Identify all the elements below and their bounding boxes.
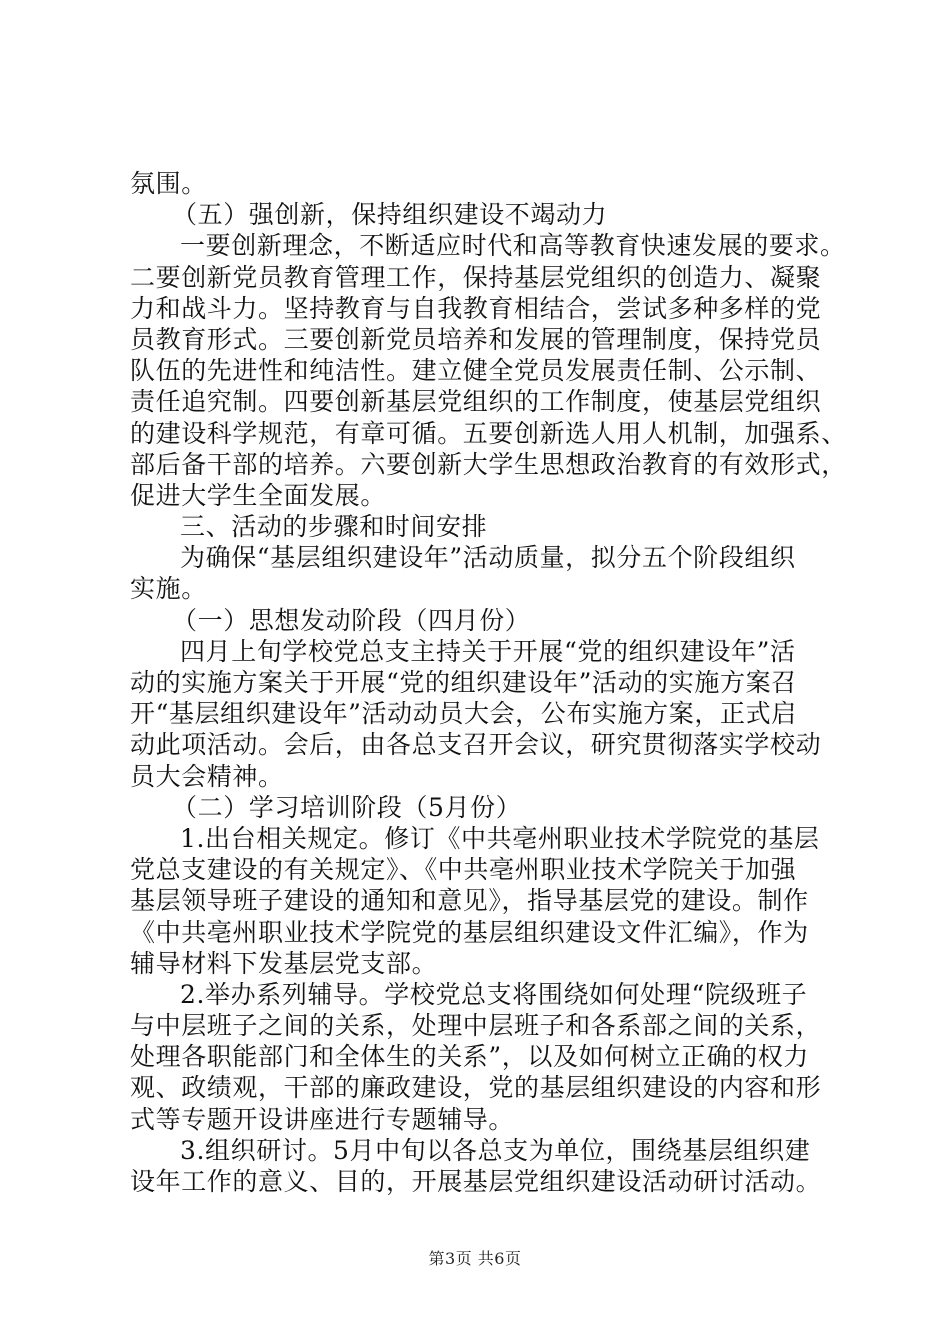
text-line: 式等专题开设讲座进行专题辅导。 — [130, 1104, 515, 1134]
text-line: 员教育形式。三要创新党员培养和发展的管理制度，保持党员 — [130, 324, 822, 354]
text-line: 动的实施方案关于开展“党的组织建设年”活动的实施方案召 — [130, 668, 797, 697]
text-line: 与中层班子之间的关系，处理中层班子和各系部之间的关系， — [130, 1011, 822, 1041]
text-line: 开“基层组织建设年”活动动员大会，公布实施方案，正式启 — [130, 699, 797, 729]
text-line: 为确保“基层组织建设年”活动质量，拟分五个阶段组织 — [180, 543, 796, 573]
text-line: 氛围。 — [130, 169, 207, 198]
section-heading: （五）强创新，保持组织建设不竭动力 — [172, 200, 608, 230]
text-line: 促进大学生全面发展。 — [130, 480, 387, 510]
text-line: 队伍的先进性和纯洁性。建立健全党员发展责任制、公示制、 — [130, 356, 822, 386]
text-line: 1.出台相关规定。修订《中共亳州职业技术学院党的基层 — [180, 823, 820, 853]
section-heading: （二）学习培训阶段（5月份） — [172, 792, 522, 822]
text-line: 一要创新理念，不断适应时代和高等教育快速发展的要求。 — [180, 231, 846, 261]
text-line: 基层领导班子建设的通知和意见》，指导基层党的建设。制作 — [130, 886, 809, 916]
text-line: 3.组织研讨。5月中旬以各总支为单位，围绕基层组织建 — [180, 1135, 811, 1165]
text-line: 四月上旬学校党总支主持关于开展“党的组织建设年”活 — [180, 636, 796, 666]
document-body — [130, 168, 847, 1197]
text-line: 辅导材料下发基层党支部。 — [130, 948, 438, 978]
text-line: 实施。 — [130, 574, 207, 604]
text-line: 二要创新党员教育管理工作，保持基层党组织的创造力、凝聚 — [130, 262, 822, 292]
text-line: 观、政绩观，干部的廉政建设，党的基层组织建设的内容和形 — [130, 1073, 822, 1103]
text-line: 员大会精神。 — [130, 761, 284, 791]
text-line: 2.举办系列辅导。学校党总支将围绕如何处理“院级班子 — [180, 979, 808, 1009]
text-line: 设年工作的意义、目的，开展基层党组织建设活动研讨活动。 — [130, 1167, 822, 1196]
text-line: 《中共亳州职业技术学院党的基层组织建设文件汇编》，作为 — [130, 917, 809, 947]
section-heading: 三、活动的步骤和时间安排 — [180, 512, 488, 542]
text-line: 力和战斗力。坚持教育与自我教育相结合，尝试多种多样的党 — [130, 293, 822, 323]
text-line: 处理各职能部门和全体生的关系”，以及如何树立正确的权力 — [130, 1042, 809, 1072]
text-line: 党总支建设的有关规定》、《中共亳州职业技术学院关于加强 — [130, 855, 797, 885]
text-line: 动此项活动。会后，由各总支召开会议，研究贯彻落实学校动 — [130, 730, 822, 760]
section-heading: （一）思想发动阶段（四月份） — [172, 605, 531, 635]
text-line: 责任追究制。四要创新基层党组织的工作制度，使基层党组织 — [130, 387, 822, 417]
text-line: 部后备干部的培养。六要创新大学生思想政治教育的有效形式， — [130, 449, 847, 479]
text-line: 的建设科学规范，有章可循。五要创新选人用人机制，加强系、 — [130, 418, 847, 448]
page-number-footer: 第3页 共6页 — [428, 1249, 522, 1268]
